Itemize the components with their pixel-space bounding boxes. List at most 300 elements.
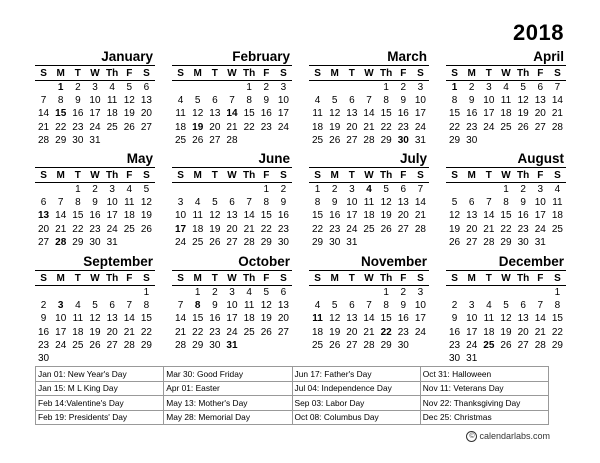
weekday-header: M [52, 66, 69, 81]
day-cell: 5 [383, 184, 389, 196]
day-cell: 12 [140, 197, 152, 209]
weekday-header: Th [104, 271, 121, 286]
empty-cell [480, 286, 497, 300]
day-cell: 6 [280, 287, 287, 299]
day-cell: 18 [312, 121, 324, 133]
holiday-cell: Apr 01: Easter [164, 381, 292, 396]
day-cell: 18 [123, 210, 135, 222]
day-cell: 5 [212, 197, 218, 209]
day-cell: 13 [140, 95, 152, 107]
empty-cell [515, 286, 532, 300]
day-cell: 22 [55, 121, 67, 133]
day-cell: 21 [226, 121, 238, 133]
empty-cell [52, 286, 69, 300]
day-cell: 9 [520, 197, 526, 209]
day-cell: 24 [89, 121, 101, 133]
day-cell: 1 [194, 287, 201, 299]
day-cell: 28 [483, 236, 495, 248]
day-cell: 21 [175, 326, 187, 338]
day-cell: 27 [346, 134, 358, 146]
day-cell: 3 [57, 300, 64, 312]
empty-cell [515, 352, 532, 365]
day-cell: 28 [226, 134, 238, 146]
weekday-header: S [172, 271, 189, 286]
day-cell: 14 [363, 313, 375, 325]
day-cell: 2 [468, 82, 475, 94]
weekday-header: F [121, 271, 138, 286]
weekday-header: W [223, 66, 240, 81]
day-cell: 15 [192, 313, 204, 325]
day-cell: 14 [175, 313, 187, 325]
day-cell: 24 [414, 326, 426, 338]
day-cell: 13 [534, 95, 546, 107]
month-name: July [309, 150, 429, 168]
day-cell: 19 [449, 223, 461, 235]
day-cell: 25 [175, 134, 187, 146]
weekday-header: F [258, 271, 275, 286]
day-cell: 1 [451, 82, 458, 94]
day-cell: 7 [40, 95, 47, 107]
empty-cell [497, 286, 514, 300]
month-january [35, 48, 155, 147]
day-cell: 31 [106, 236, 118, 248]
day-cell: 27 [397, 223, 409, 235]
day-cell: 29 [380, 134, 392, 146]
weekday-header: Th [241, 66, 258, 81]
weekday-header: W [497, 66, 514, 81]
day-cell: 4 [366, 184, 372, 196]
day-cell: 17 [346, 210, 358, 222]
day-cell: 20 [346, 121, 358, 133]
day-cell: 12 [329, 108, 341, 120]
holiday-cell: Oct 31: Halloween [420, 367, 548, 382]
day-cell: 11 [552, 197, 563, 209]
empty-cell [480, 352, 497, 365]
day-cell: 20 [397, 210, 409, 222]
day-cell: 1 [383, 287, 389, 299]
day-cell: 31 [226, 339, 238, 351]
weekday-header: F [395, 66, 412, 81]
day-cell: 31 [414, 134, 426, 146]
day-cell: 26 [260, 326, 272, 338]
day-cell: 4 [486, 300, 492, 312]
day-cell: 2 [280, 184, 287, 196]
month-grid [35, 168, 155, 249]
day-cell: 23 [449, 339, 461, 351]
empty-cell [104, 286, 121, 300]
day-cell: 13 [397, 197, 409, 209]
day-cell: 1 [554, 287, 561, 299]
day-cell: 8 [263, 197, 270, 209]
day-cell: 9 [40, 313, 47, 325]
footer-credit [466, 431, 550, 442]
day-cell: 12 [123, 95, 135, 107]
empty-cell [258, 339, 275, 352]
empty-cell [138, 352, 155, 365]
weekday-header: M [463, 66, 480, 81]
day-cell: 24 [175, 236, 187, 248]
month-name: June [172, 150, 292, 168]
day-cell: 12 [500, 313, 512, 325]
day-cell: 4 [194, 197, 201, 209]
empty-cell [69, 286, 86, 300]
day-cell: 14 [55, 210, 67, 222]
day-cell: 8 [451, 95, 458, 107]
day-cell: 3 [486, 82, 492, 94]
day-cell: 24 [534, 223, 546, 235]
month-grid [35, 271, 155, 365]
weekday-header: T [69, 168, 86, 183]
day-cell: 30 [277, 236, 289, 248]
day-cell: 25 [312, 339, 324, 351]
day-cell: 27 [209, 134, 221, 146]
day-cell: 24 [346, 223, 358, 235]
day-cell: 22 [260, 223, 272, 235]
weekday-header: F [532, 168, 549, 183]
weekday-header: S [138, 168, 155, 183]
day-cell: 4 [246, 287, 252, 299]
day-cell: 4 [109, 82, 115, 94]
day-cell: 18 [312, 326, 324, 338]
day-cell: 9 [263, 95, 270, 107]
empty-cell [463, 183, 480, 197]
holiday-cell: Dec 25: Christmas [420, 410, 548, 425]
day-cell: 16 [38, 326, 50, 338]
weekday-header: Th [515, 168, 532, 183]
day-cell: 16 [449, 326, 461, 338]
day-cell: 8 [143, 300, 150, 312]
weekday-header: F [532, 66, 549, 81]
day-cell: 21 [551, 108, 563, 120]
copyright-icon: © [466, 431, 477, 442]
day-cell: 7 [177, 300, 184, 312]
month-name: March [309, 48, 429, 66]
day-cell: 21 [243, 223, 255, 235]
month-name: August [446, 150, 566, 168]
day-cell: 12 [209, 210, 221, 222]
day-cell: 6 [229, 197, 235, 209]
day-cell: 17 [483, 108, 495, 120]
day-cell: 14 [551, 95, 563, 107]
day-cell: 13 [466, 210, 478, 222]
day-cell: 23 [89, 223, 101, 235]
empty-cell [343, 81, 360, 95]
day-cell: 8 [554, 300, 561, 312]
day-cell: 8 [246, 95, 252, 107]
day-cell: 28 [534, 339, 546, 351]
empty-cell [121, 236, 138, 249]
day-cell: 27 [517, 339, 529, 351]
empty-cell [360, 286, 377, 300]
day-cell: 16 [89, 210, 101, 222]
day-cell: 4 [314, 95, 321, 107]
day-cell: 25 [192, 236, 204, 248]
holiday-cell: Nov 22: Thanksgiving Day [420, 396, 548, 411]
empty-cell [52, 183, 69, 197]
day-cell: 28 [175, 339, 187, 351]
day-cell: 2 [520, 184, 526, 196]
empty-cell [121, 286, 138, 300]
day-cell: 9 [280, 197, 287, 209]
day-cell: 19 [123, 108, 135, 120]
day-cell: 20 [226, 223, 238, 235]
empty-cell [497, 134, 514, 147]
day-cell: 28 [123, 339, 135, 351]
empty-cell [463, 286, 480, 300]
day-cell: 24 [483, 121, 495, 133]
empty-cell [360, 236, 377, 249]
empty-cell [172, 81, 189, 95]
day-cell: 7 [537, 300, 544, 312]
day-cell: 8 [57, 95, 64, 107]
day-cell: 29 [449, 134, 461, 146]
day-cell: 16 [209, 313, 221, 325]
day-cell: 7 [366, 300, 372, 312]
empty-cell [549, 236, 566, 249]
day-cell: 30 [466, 134, 478, 146]
month-grid [446, 66, 566, 147]
day-cell: 9 [92, 197, 98, 209]
day-cell: 25 [72, 339, 84, 351]
day-cell: 1 [503, 184, 509, 196]
month-july [309, 150, 429, 249]
empty-cell [172, 183, 189, 197]
day-cell: 2 [212, 287, 218, 299]
day-cell: 27 [346, 339, 358, 351]
day-cell: 12 [89, 313, 101, 325]
day-cell: 4 [126, 184, 133, 196]
weekday-header: S [172, 66, 189, 81]
day-cell: 29 [260, 236, 272, 248]
day-cell: 29 [380, 339, 392, 351]
day-cell: 12 [449, 210, 461, 222]
day-cell: 10 [534, 197, 546, 209]
weekday-header: Th [104, 168, 121, 183]
weekday-header: M [189, 66, 206, 81]
day-cell: 30 [209, 339, 221, 351]
day-cell: 27 [226, 236, 238, 248]
day-cell: 23 [329, 223, 341, 235]
month-name: September [35, 253, 155, 271]
day-cell: 12 [517, 95, 529, 107]
weekday-header: F [395, 168, 412, 183]
day-cell: 1 [383, 82, 389, 94]
day-cell: 19 [380, 210, 392, 222]
weekday-header: W [223, 271, 240, 286]
holiday-cell: Feb 14:Valentine's Day [36, 396, 164, 411]
day-cell: 19 [329, 326, 341, 338]
empty-cell [532, 286, 549, 300]
day-cell: 22 [312, 223, 324, 235]
day-cell: 11 [72, 313, 84, 325]
weekday-header: T [480, 168, 497, 183]
weekday-header: F [395, 271, 412, 286]
day-cell: 27 [277, 326, 289, 338]
weekday-header: S [172, 168, 189, 183]
holiday-row [36, 367, 549, 382]
day-cell: 20 [140, 108, 152, 120]
day-cell: 16 [397, 108, 409, 120]
day-cell: 26 [123, 121, 135, 133]
day-cell: 14 [243, 210, 255, 222]
day-cell: 12 [192, 108, 204, 120]
empty-cell [241, 183, 258, 197]
month-june [172, 150, 292, 249]
day-cell: 16 [260, 108, 272, 120]
weekday-header: W [497, 168, 514, 183]
empty-cell [446, 286, 463, 300]
weekday-header: S [446, 66, 463, 81]
day-cell: 19 [209, 223, 221, 235]
day-cell: 11 [312, 313, 323, 325]
year-title: 2018 [513, 20, 564, 45]
day-cell: 29 [140, 339, 152, 351]
weekday-header: T [343, 168, 360, 183]
day-cell: 31 [534, 236, 546, 248]
day-cell: 22 [380, 326, 392, 338]
day-cell: 17 [226, 313, 238, 325]
day-cell: 1 [57, 82, 64, 94]
empty-cell [121, 352, 138, 365]
day-cell: 23 [397, 326, 409, 338]
weekday-header: S [549, 66, 566, 81]
empty-cell [549, 134, 566, 147]
day-cell: 3 [177, 197, 184, 209]
day-cell: 26 [209, 236, 221, 248]
day-cell: 3 [280, 82, 287, 94]
day-cell: 25 [123, 223, 135, 235]
weekday-header: F [258, 66, 275, 81]
month-grid [172, 66, 292, 147]
day-cell: 25 [500, 121, 512, 133]
day-cell: 8 [503, 197, 509, 209]
weekday-header: W [86, 66, 103, 81]
day-cell: 15 [449, 108, 461, 120]
day-cell: 26 [380, 223, 392, 235]
day-cell: 1 [246, 82, 252, 94]
day-cell: 19 [192, 121, 204, 133]
day-cell: 1 [314, 184, 321, 196]
day-cell: 15 [500, 210, 512, 222]
empty-cell [343, 286, 360, 300]
day-cell: 23 [72, 121, 84, 133]
weekday-header: M [189, 271, 206, 286]
day-cell: 5 [520, 82, 526, 94]
day-cell: 22 [449, 121, 461, 133]
day-cell: 7 [57, 197, 64, 209]
day-cell: 27 [38, 236, 50, 248]
empty-cell [35, 286, 52, 300]
day-cell: 10 [346, 197, 358, 209]
day-cell: 2 [400, 287, 407, 299]
day-cell: 14 [123, 313, 135, 325]
day-cell: 6 [212, 95, 218, 107]
weekday-header: Th [378, 168, 395, 183]
weekday-header: S [35, 168, 52, 183]
day-cell: 28 [38, 134, 50, 146]
day-cell: 23 [38, 339, 50, 351]
day-cell: 17 [414, 313, 426, 325]
month-october [172, 253, 292, 352]
holiday-cell: Mar 30: Good Friday [164, 367, 292, 382]
weekday-header: W [360, 66, 377, 81]
day-cell: 15 [380, 108, 392, 120]
day-cell: 24 [106, 223, 118, 235]
day-cell: 27 [466, 236, 478, 248]
month-december [446, 253, 566, 365]
day-cell: 20 [346, 326, 358, 338]
day-cell: 25 [363, 223, 375, 235]
day-cell: 17 [89, 108, 101, 120]
day-cell: 11 [124, 197, 135, 209]
weekday-header: M [463, 271, 480, 286]
weekday-header: M [463, 168, 480, 183]
day-cell: 6 [468, 197, 475, 209]
day-cell: 21 [55, 223, 67, 235]
day-cell: 5 [126, 82, 133, 94]
empty-cell [275, 339, 292, 352]
holiday-cell: May 28: Memorial Day [164, 410, 292, 425]
day-cell: 12 [329, 313, 341, 325]
day-cell: 15 [551, 313, 563, 325]
day-cell: 15 [72, 210, 84, 222]
day-cell: 13 [226, 210, 238, 222]
day-cell: 7 [126, 300, 133, 312]
weekday-header: T [69, 271, 86, 286]
day-cell: 8 [194, 300, 201, 312]
holiday-table [35, 366, 549, 425]
day-cell: 4 [314, 300, 321, 312]
month-august [446, 150, 566, 249]
day-cell: 13 [517, 313, 529, 325]
day-cell: 10 [414, 95, 426, 107]
day-cell: 14 [38, 108, 50, 120]
day-cell: 3 [92, 82, 98, 94]
holiday-row [36, 396, 549, 411]
day-cell: 11 [483, 313, 495, 325]
empty-cell [121, 134, 138, 147]
day-cell: 16 [72, 108, 84, 120]
day-cell: 10 [466, 313, 478, 325]
holiday-cell: Sep 03: Labor Day [292, 396, 420, 411]
day-cell: 9 [400, 300, 407, 312]
day-cell: 8 [75, 197, 81, 209]
day-cell: 11 [243, 300, 255, 312]
day-cell: 26 [329, 134, 341, 146]
empty-cell [241, 134, 258, 147]
day-cell: 7 [366, 95, 372, 107]
day-cell: 26 [89, 339, 101, 351]
day-cell: 26 [329, 339, 341, 351]
day-cell: 1 [263, 184, 270, 196]
day-cell: 9 [75, 95, 81, 107]
day-cell: 22 [500, 223, 512, 235]
empty-cell [52, 352, 69, 365]
weekday-header: M [326, 271, 343, 286]
holiday-cell: Jul 04: Independence Day [292, 381, 420, 396]
day-cell: 6 [400, 184, 407, 196]
empty-cell [532, 134, 549, 147]
empty-cell [309, 286, 326, 300]
empty-cell [326, 81, 343, 95]
day-cell: 13 [346, 313, 358, 325]
weekday-header: W [223, 168, 240, 183]
day-cell: 13 [106, 313, 118, 325]
day-cell: 30 [89, 236, 101, 248]
holiday-cell: Jan 01: New Year's Day [36, 367, 164, 382]
day-cell: 20 [277, 313, 289, 325]
day-cell: 10 [483, 95, 495, 107]
